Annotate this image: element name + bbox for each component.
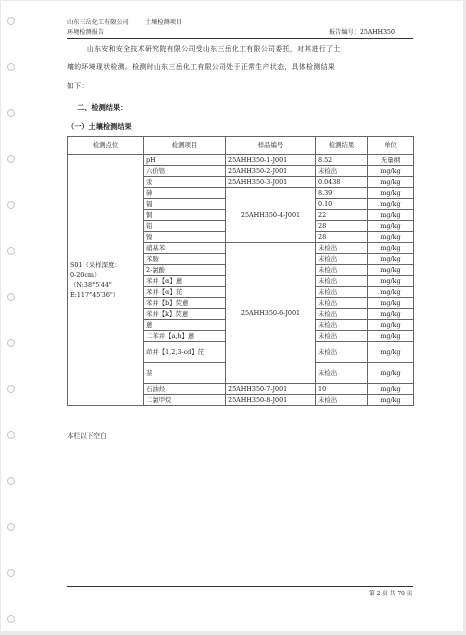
result-cell: 未检出 (316, 265, 368, 276)
result-cell: 8.52 (316, 155, 368, 166)
sampling-point-cell (68, 155, 144, 406)
unit-cell: mg/kg (368, 265, 414, 276)
result-cell: 未检出 (316, 342, 368, 363)
unit-cell: mg/kg (368, 298, 414, 309)
item-cell: 铜 (144, 210, 226, 221)
unit-cell: mg/kg (368, 243, 414, 254)
result-cell: 28 (316, 221, 368, 232)
item-cell: 镍 (144, 232, 226, 243)
unit-cell: mg/kg (368, 342, 414, 363)
unit-cell: mg/kg (368, 287, 414, 298)
unit-cell: mg/kg (368, 188, 414, 199)
sample-id-cell: 25AHH350-4-J001 (226, 188, 316, 243)
item-cell: 砷 (144, 188, 226, 199)
result-cell: 未检出 (316, 363, 368, 384)
result-cell: 未检出 (316, 298, 368, 309)
item-cell: 苯并【α】蒽 (144, 276, 226, 287)
result-cell: 未检出 (316, 243, 368, 254)
sample-id-cell: 25AHH350-3-J001 (226, 177, 316, 188)
table-header-row (68, 137, 414, 155)
sample-id-cell: 25AHH350-2-J001 (226, 166, 316, 177)
item-cell: 萘 (144, 363, 226, 384)
sample-id-cell: 25AHH350-6-J001 (226, 243, 316, 384)
item-cell: 苯胺 (144, 254, 226, 265)
subsection-title: （一）土壤检测结果 (67, 122, 132, 131)
item-cell: 苯并【b】荧蒽 (144, 298, 226, 309)
item-cell: 苯并【α】芘 (144, 287, 226, 298)
item-cell: 二苯并【a,h】蒽 (144, 331, 226, 342)
unit-cell: 无量纲 (368, 155, 414, 166)
item-cell: 苯并【k】荧蒽 (144, 309, 226, 320)
result-cell: 8.39 (316, 188, 368, 199)
result-cell: 未检出 (316, 331, 368, 342)
item-cell: 石油烃 (144, 384, 226, 395)
header-result: 检测结果 (316, 137, 368, 155)
section-title: 二、检测结果： (77, 103, 128, 112)
binding-holes (7, 17, 15, 617)
sampling-point-line: 0-20cm） (70, 271, 101, 279)
unit-cell: mg/kg (368, 309, 414, 320)
unit-cell: mg/kg (368, 384, 414, 395)
unit-cell: mg/kg (368, 177, 414, 188)
header-point: 检测点位 (68, 137, 144, 155)
sampling-point-line: （N:38°5′44" (70, 281, 112, 289)
intro-line-2: 壤的环境现状检测。检测时山东三岳化工有限公司处于正常生产状态，具体检测结果 (67, 63, 336, 71)
result-cell: 未检出 (316, 309, 368, 320)
item-cell: 镉 (144, 199, 226, 210)
result-cell: 未检出 (316, 254, 368, 265)
header-sample-id: 样品编号 (226, 137, 316, 155)
item-cell: pH (144, 155, 226, 166)
item-cell: 二氯甲烷 (144, 395, 226, 406)
unit-cell: mg/kg (368, 166, 414, 177)
result-cell: 未检出 (316, 287, 368, 298)
unit-cell: mg/kg (368, 331, 414, 342)
report-page (1, 1, 463, 631)
end-note: 本栏以下空白 (67, 432, 107, 440)
unit-cell: mg/kg (368, 221, 414, 232)
item-cell: 硝基苯 (144, 243, 226, 254)
unit-cell: mg/kg (368, 395, 414, 406)
header-company: 山东三岳化工有限公司 (67, 19, 129, 26)
intro-line-1: 山东安和安全技术研究院有限公司受山东三岳化工有限公司委托，对其进行了土 (87, 45, 341, 53)
header-report-number: 报告编号：25AHH350 (329, 29, 395, 36)
result-cell: 未检出 (316, 395, 368, 406)
result-cell: 未检出 (316, 166, 368, 177)
header-project: 土壤检测项目 (145, 19, 183, 26)
intro-line-3: 如下： (67, 82, 89, 90)
result-cell: 22 (316, 210, 368, 221)
header-unit: 单位 (368, 137, 414, 155)
result-cell: 28 (316, 232, 368, 243)
unit-cell: mg/kg (368, 363, 414, 384)
header-rule (67, 38, 413, 39)
sampling-point-line: S01（采样深度： (70, 261, 121, 269)
unit-cell: mg/kg (368, 232, 414, 243)
sample-id-cell: 25AHH350-7-J001 (226, 384, 316, 395)
sample-id-cell: 25AHH350-8-J001 (226, 395, 316, 406)
header-doc-type: 环境检测报告 (67, 29, 105, 36)
item-cell: 蒽 (144, 320, 226, 331)
result-cell: 未检出 (316, 276, 368, 287)
item-cell: 铅 (144, 221, 226, 232)
result-cell: 未检出 (316, 320, 368, 331)
unit-cell: mg/kg (368, 254, 414, 265)
result-cell: 10 (316, 384, 368, 395)
item-cell: 六价铬 (144, 166, 226, 177)
sample-id-cell: 25AHH350-1-J001 (226, 155, 316, 166)
unit-cell: mg/kg (368, 210, 414, 221)
result-cell: 0.10 (316, 199, 368, 210)
soil-results-table (67, 136, 414, 406)
unit-cell: mg/kg (368, 199, 414, 210)
table-row (68, 155, 414, 166)
page-number: 第 2 页 共 70 页 (369, 591, 413, 597)
unit-cell: mg/kg (368, 320, 414, 331)
sampling-point-line: E:117°45′36"） (70, 291, 120, 299)
item-cell: 2-氯酚 (144, 265, 226, 276)
item-cell: 茚并【1,2,3-cd】芘 (144, 342, 226, 363)
unit-cell: mg/kg (368, 276, 414, 287)
result-cell: 0.0438 (316, 177, 368, 188)
footer-rule (67, 586, 413, 587)
item-cell: 汞 (144, 177, 226, 188)
header-item: 检测项目 (144, 137, 226, 155)
